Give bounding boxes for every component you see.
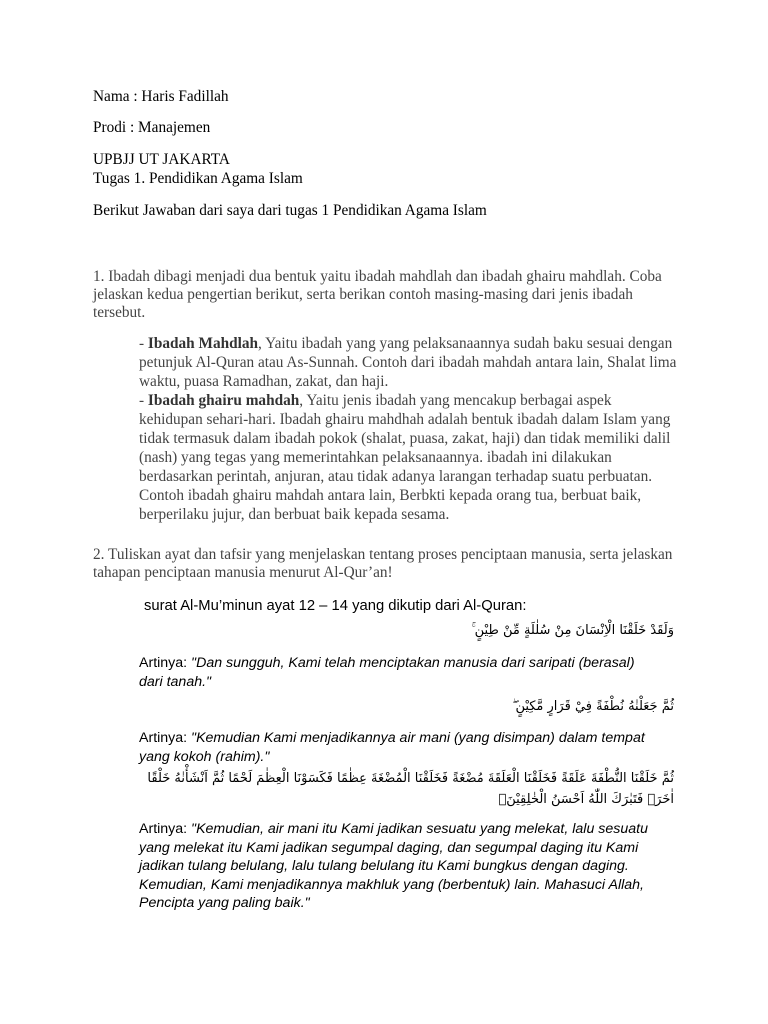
answer-body: , Yaitu jenis ibadah yang mencakup berbagai aspek kehidupan sehari-hari. Ibadah ghairu mahdhah adalah bentuk ibadah dalam Islam yang tidak termasuk dalam ibadah pokok (shalat, puasa, zakat, haji) dan tidak memiliki dalil (nash) yang tegas yang memerintahkan pelaksanaannya. ibadah ini dilakukan berdasarkan perintah, anjuran, atau tidak adanya larangan terhadap suatu perbuatan. Contoh ibadah ghairu mahdah antara lain, Berbkti kepada orang tua, berbuat baik, berperilaku jujur, dan berbuat baik kepada sesama. — [139, 392, 671, 523]
translation-text: "Dan sungguh, Kami telah menciptakan manusia dari saripati (berasal) dari tanah." — [139, 655, 635, 690]
answer-bullet: - — [139, 335, 148, 352]
artinya-label: Artinya: — [139, 821, 192, 837]
answer-bullet: - — [139, 392, 148, 409]
answer-ibadah-mahdlah — [139, 334, 679, 391]
upbjj-location: UPBJJ UT JAKARTA — [93, 151, 230, 168]
assignment-title: Tugas 1. Pendidikan Agama Islam — [93, 170, 303, 187]
arabic-verse-12: وَلَقَدْ خَلَقْنَا الْاِنْسَانَ مِنْ سُلٰلَةٍ مِّنْ طِيْنٍ ۚ — [471, 623, 674, 638]
intro-sentence: Berikut Jawaban dari saya dari tugas 1 Pendidikan Agama Islam — [93, 202, 487, 219]
artinya-label: Artinya: — [139, 730, 192, 746]
translation-verse-12 — [139, 654, 659, 691]
translation-text: "Kemudian, air mani itu Kami jadikan sesuatu yang melekat, lalu sesuatu yang melekat itu Kami jadikan segumpal daging, dan segumpal daging itu Kami jadikan tulang belulang, lalu tulang belulang itu Kami bungkus dengan daging. Kemudian, Kami menjadikannya makhluk yang (berbentuk) lain. Mahasuci Allah, Pencipta yang paling baik." — [139, 821, 648, 911]
answer-term: Ibadah Mahdlah — [147, 335, 259, 352]
translation-verse-14 — [139, 820, 659, 913]
translation-verse-13 — [139, 729, 659, 766]
study-program: Prodi : Manajemen — [93, 119, 211, 136]
artinya-label: Artinya: — [139, 655, 192, 671]
student-name: Nama : Haris Fadillah — [93, 88, 229, 105]
surah-reference: surat Al-Mu’minun ayat 12 – 14 yang dikutip dari Al-Quran: — [144, 598, 527, 614]
question-1: 1. Ibadah dibagi menjadi dua bentuk yaitu ibadah mahdlah dan ibadah ghairu mahdlah. Coba jelaskan kedua pengertian berikut, serta berikan contoh masing-masing dari jenis ibadah tersebut. — [93, 268, 662, 321]
translation-text: "Kemudian Kami menjadikannya air mani (yang disimpan) dalam tempat yang kokoh (rahim)." — [139, 730, 645, 765]
arabic-verse-14: ثُمَّ خَلَقْنَا النُّطْفَةَ عَلَقَةً فَخَلَقْنَا الْعَلَقَةَ مُضْغَةً فَخَلَقْنَا الْمُضْغَةَ عِظٰمًا فَكَسَوْنَا الْعِظٰمَ لَحْمًا ثُمَّ اَنْشَأْنٰهُ خَلْقًا اٰخَرَۗ فَتَبٰرَكَ اللّٰهُ اَحْسَنُ الْخٰلِقِيْنَۗ — [147, 771, 674, 807]
answer-body: , Yaitu ibadah yang yang pelaksanaannya sudah baku sesuai dengan petunjuk Al-Quran atau As-Sunnah. Contoh dari ibadah mahdah antara lain, Shalat lima waktu, puasa Ramadhan, zakat, dan haji. — [139, 335, 677, 390]
question-2: 2. Tuliskan ayat dan tafsir yang menjelaskan tentang proses penciptaan manusia, serta jelaskan tahapan penciptaan manusia menurut Al-Qur’an! — [93, 546, 673, 581]
arabic-verse-13: ثُمَّ جَعَلْنٰهُ نُطْفَةً فِيْ قَرَارٍ مَّكِيْنٍ ۖ — [512, 699, 674, 714]
answer-term: Ibadah ghairu mahdah — [147, 392, 300, 409]
answer-ibadah-ghairu-mahdah — [139, 391, 679, 524]
